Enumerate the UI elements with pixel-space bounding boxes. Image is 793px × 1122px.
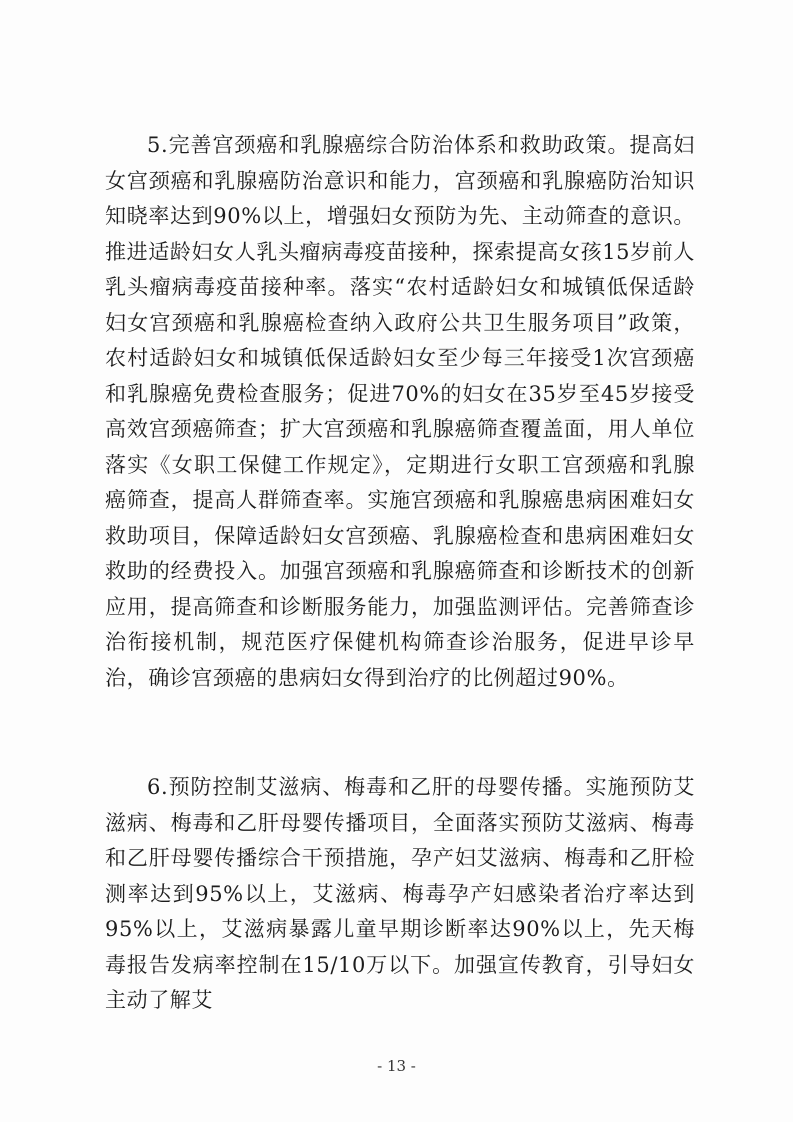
- paragraph-section-5: [105, 128, 695, 696]
- page-number: - 13 -: [377, 1057, 416, 1075]
- paragraph-text: 5.完善宫颈癌和乳腺癌综合防治体系和救助政策。提高妇女宫颈癌和乳腺癌防治意识和能力，宫颈癌和乳腺癌防治知识知晓率达到90%以上，增强妇女预防为先、主动筛查的意识。推进适龄妇女人乳头瘤病毒疫苗接种，探索提高女孩15岁前人乳头瘤病毒疫苗接种率。落实“农村适龄妇女和城镇低保适龄妇女宫颈癌和乳腺癌检查纳入政府公共卫生服务项目”政策，农村适龄妇女和城镇低保适龄妇女至少每三年接受1次宫颈癌和乳腺癌免费检查服务；促进70%的妇女在35岁至45岁接受高效宫颈癌筛查；扩大宫颈癌和乳腺癌筛查覆盖面，用人单位落实《女职工保健工作规定》，定期进行女职工宫颈癌和乳腺癌筛查，提高人群筛查率。实施宫颈癌和乳腺癌患病困难妇女救助项目，保障适龄妇女宫颈癌、乳腺癌检查和患病困难妇女救助的经费投入。加强宫颈癌和乳腺癌筛查和诊断技术的创新应用，提高筛查和诊断服务能力，加强监测评估。完善筛查诊治衔接机制，规范医疗保健机构筛查诊治服务，促进早诊早治，确诊宫颈癌的患病妇女得到治疗的比例超过90%。: [105, 133, 695, 690]
- paragraph-section-6: [105, 770, 695, 1019]
- paragraph-text: 6.预防控制艾滋病、梅毒和乙肝的母婴传播。实施预防艾滋病、梅毒和乙肝母婴传播项目，全面落实预防艾滋病、梅毒和乙肝母婴传播综合干预措施，孕产妇艾滋病、梅毒和乙肝检测率达到95%以上，艾滋病、梅毒孕产妇感染者治疗率达到95%以上，艾滋病暴露儿童早期诊断率达90%以上，先天梅毒报告发病率控制在15/10万以下。加强宣传教育，引导妇女主动了解艾: [105, 775, 695, 1012]
